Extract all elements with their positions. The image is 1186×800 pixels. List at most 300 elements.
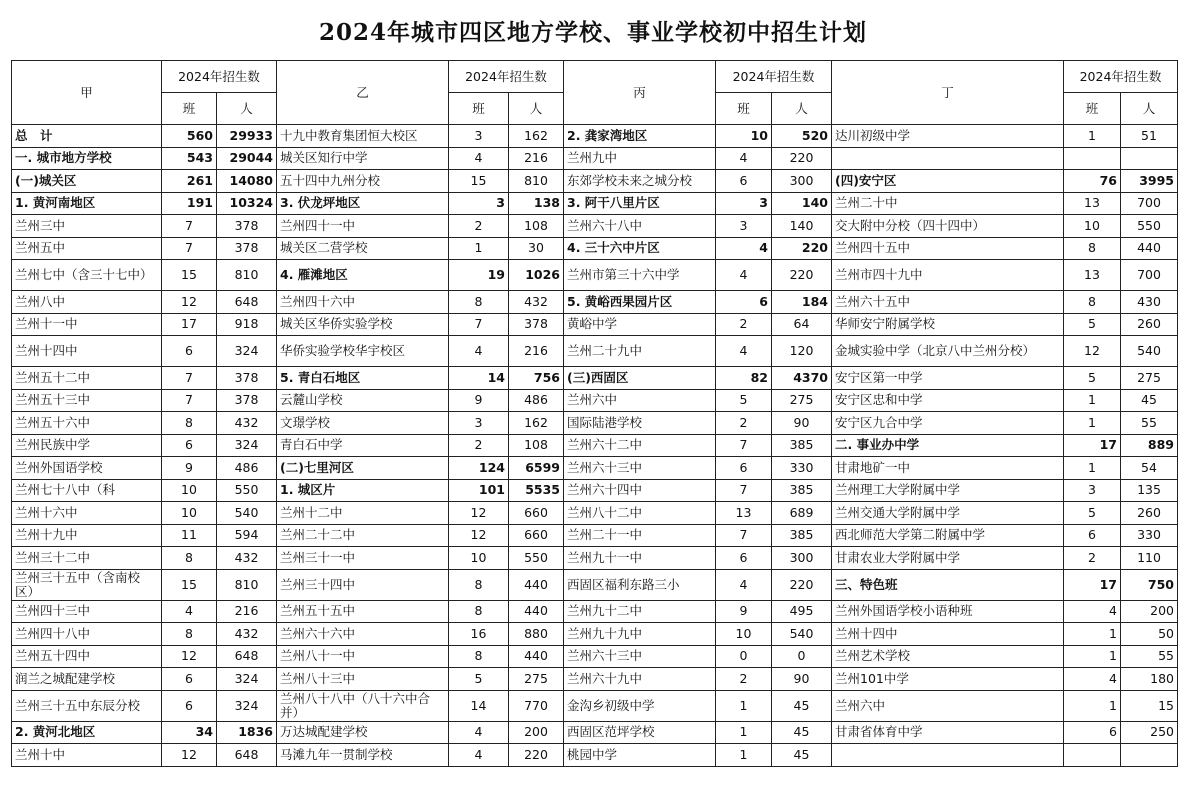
school-name-cell: 万达城配建学校 xyxy=(277,721,449,744)
classes-cell: 13 xyxy=(1064,260,1121,291)
people-cell: 108 xyxy=(509,215,564,238)
people-cell: 889 xyxy=(1121,434,1178,457)
school-name-cell: 兰州十四中 xyxy=(12,336,162,367)
school-name-cell: 4. 三十六中片区 xyxy=(564,237,716,260)
people-cell: 700 xyxy=(1121,192,1178,215)
school-name-cell: 兰州九十九中 xyxy=(564,623,716,646)
people-cell: 520 xyxy=(772,125,832,148)
classes-cell: 4 xyxy=(162,600,217,623)
classes-cell: 7 xyxy=(716,434,772,457)
people-cell: 55 xyxy=(1121,645,1178,668)
classes-cell: 10 xyxy=(1064,215,1121,238)
school-name-cell: 兰州五十五中 xyxy=(277,600,449,623)
classes-cell: 1 xyxy=(1064,623,1121,646)
people-cell: 550 xyxy=(1121,215,1178,238)
people-cell xyxy=(1121,744,1178,767)
classes-cell: 8 xyxy=(449,600,509,623)
classes-cell: 1 xyxy=(1064,412,1121,435)
people-cell: 138 xyxy=(509,192,564,215)
school-name-cell: 5. 青白石地区 xyxy=(277,367,449,390)
people-cell: 385 xyxy=(772,434,832,457)
school-name-cell: 甘肃地矿一中 xyxy=(832,457,1064,480)
classes-cell: 8 xyxy=(162,623,217,646)
school-name-cell: 兰州五十二中 xyxy=(12,367,162,390)
classes-cell: 6 xyxy=(162,336,217,367)
people-cell: 430 xyxy=(1121,291,1178,314)
people-cell: 120 xyxy=(772,336,832,367)
classes-cell: 4 xyxy=(716,237,772,260)
people-cell: 1836 xyxy=(217,721,277,744)
people-cell: 385 xyxy=(772,524,832,547)
school-name-cell: 润兰之城配建学校 xyxy=(12,668,162,691)
people-cell: 324 xyxy=(217,336,277,367)
people-cell: 200 xyxy=(509,721,564,744)
classes-header: 班 xyxy=(716,93,772,125)
people-cell: 378 xyxy=(217,367,277,390)
school-name-cell: 甘肃省体育中学 xyxy=(832,721,1064,744)
classes-cell: 2 xyxy=(716,313,772,336)
people-cell: 200 xyxy=(1121,600,1178,623)
school-name-cell: 兰州八十三中 xyxy=(277,668,449,691)
people-cell: 770 xyxy=(509,690,564,721)
table-row xyxy=(12,389,1178,412)
school-name-cell: 兰州四十三中 xyxy=(12,600,162,623)
school-name-cell: 兰州三十四中 xyxy=(277,569,449,600)
classes-cell: 5 xyxy=(716,389,772,412)
classes-cell: 10 xyxy=(162,479,217,502)
classes-cell: 0 xyxy=(716,645,772,668)
classes-cell: 2 xyxy=(716,412,772,435)
table-row xyxy=(12,291,1178,314)
classes-cell: 6 xyxy=(716,457,772,480)
people-cell: 45 xyxy=(772,744,832,767)
classes-cell: 1 xyxy=(1064,125,1121,148)
school-name-cell: 兰州三十二中 xyxy=(12,547,162,570)
school-name-cell: 兰州三十五中东辰分校 xyxy=(12,690,162,721)
school-name-cell: 3. 伏龙坪地区 xyxy=(277,192,449,215)
people-cell: 660 xyxy=(509,524,564,547)
school-name-cell: 兰州六十五中 xyxy=(832,291,1064,314)
school-name-cell: 兰州二十二中 xyxy=(277,524,449,547)
people-cell: 385 xyxy=(772,479,832,502)
classes-cell: 4 xyxy=(716,336,772,367)
group-header-jia: 甲 xyxy=(12,61,162,125)
school-name-cell: 兰州六十八中 xyxy=(564,215,716,238)
table-row xyxy=(12,479,1178,502)
people-cell: 220 xyxy=(772,237,832,260)
classes-cell: 6 xyxy=(1064,721,1121,744)
school-name-cell: (四)安宁区 xyxy=(832,170,1064,193)
classes-cell: 4 xyxy=(449,744,509,767)
classes-cell: 34 xyxy=(162,721,217,744)
classes-header: 班 xyxy=(1064,93,1121,125)
school-name-cell: 安宁区第一中学 xyxy=(832,367,1064,390)
classes-cell: 7 xyxy=(449,313,509,336)
classes-cell: 9 xyxy=(716,600,772,623)
school-name-cell: 兰州八十一中 xyxy=(277,645,449,668)
school-name-cell: 兰州六十九中 xyxy=(564,668,716,691)
school-name-cell: 兰州六十三中 xyxy=(564,645,716,668)
school-name-cell: 三、特色班 xyxy=(832,569,1064,600)
classes-cell: 12 xyxy=(162,744,217,767)
school-name-cell: 兰州二十一中 xyxy=(564,524,716,547)
people-cell: 330 xyxy=(1121,524,1178,547)
school-name-cell: 兰州八十二中 xyxy=(564,502,716,525)
people-header: 人 xyxy=(509,93,564,125)
school-name-cell: 兰州外国语学校 xyxy=(12,457,162,480)
school-name-cell: 兰州四十八中 xyxy=(12,623,162,646)
classes-cell: 4 xyxy=(716,260,772,291)
classes-cell: 7 xyxy=(716,524,772,547)
school-name-cell: 西固区福利东路三小 xyxy=(564,569,716,600)
school-name-cell: 华师安宁附属学校 xyxy=(832,313,1064,336)
classes-cell: 261 xyxy=(162,170,217,193)
school-name-cell: 兰州四十五中 xyxy=(832,237,1064,260)
table-row xyxy=(12,668,1178,691)
people-cell: 550 xyxy=(217,479,277,502)
people-cell: 220 xyxy=(772,260,832,291)
table-row xyxy=(12,336,1178,367)
school-name-cell: 黄峪中学 xyxy=(564,313,716,336)
school-name-cell: 文璟学校 xyxy=(277,412,449,435)
classes-cell: 4 xyxy=(449,721,509,744)
table-row xyxy=(12,502,1178,525)
school-name-cell: 东郊学校未来之城分校 xyxy=(564,170,716,193)
school-name-cell: 兰州二十中 xyxy=(832,192,1064,215)
classes-cell: 82 xyxy=(716,367,772,390)
table-row xyxy=(12,237,1178,260)
people-header: 人 xyxy=(217,93,277,125)
classes-cell: 5 xyxy=(449,668,509,691)
school-name-cell: 兰州市第三十六中学 xyxy=(564,260,716,291)
classes-cell: 19 xyxy=(449,260,509,291)
classes-cell: 6 xyxy=(1064,524,1121,547)
classes-cell: 7 xyxy=(162,389,217,412)
school-name-cell: 1. 黄河南地区 xyxy=(12,192,162,215)
table-body xyxy=(12,125,1178,767)
school-name-cell: 一. 城市地方学校 xyxy=(12,147,162,170)
school-name-cell: 兰州四十一中 xyxy=(277,215,449,238)
people-cell: 108 xyxy=(509,434,564,457)
classes-cell: 17 xyxy=(1064,569,1121,600)
school-name-cell: 兰州十六中 xyxy=(12,502,162,525)
school-name-cell: 云麓山学校 xyxy=(277,389,449,412)
people-cell: 260 xyxy=(1121,502,1178,525)
school-name-cell: 兰州七中（含三十七中） xyxy=(12,260,162,291)
classes-cell: 3 xyxy=(716,192,772,215)
school-name-cell: 兰州九十二中 xyxy=(564,600,716,623)
table-row xyxy=(12,192,1178,215)
school-name-cell: 5. 黄峪西果园片区 xyxy=(564,291,716,314)
people-cell: 51 xyxy=(1121,125,1178,148)
classes-cell: 14 xyxy=(449,690,509,721)
classes-cell: 2 xyxy=(1064,547,1121,570)
people-cell: 180 xyxy=(1121,668,1178,691)
classes-cell: 560 xyxy=(162,125,217,148)
people-cell: 440 xyxy=(1121,237,1178,260)
classes-cell: 5 xyxy=(1064,502,1121,525)
classes-cell: 12 xyxy=(162,645,217,668)
people-cell: 15 xyxy=(1121,690,1178,721)
school-name-cell: 兰州五十六中 xyxy=(12,412,162,435)
school-name-cell: 兰州六十二中 xyxy=(564,434,716,457)
school-name-cell: 西固区范坪学校 xyxy=(564,721,716,744)
school-name-cell: (三)西固区 xyxy=(564,367,716,390)
classes-cell: 2 xyxy=(716,668,772,691)
classes-cell: 4 xyxy=(716,569,772,600)
people-cell: 750 xyxy=(1121,569,1178,600)
table-row xyxy=(12,215,1178,238)
school-name-cell: 兰州六十三中 xyxy=(564,457,716,480)
people-cell: 220 xyxy=(509,744,564,767)
school-name-cell: 兰州五十四中 xyxy=(12,645,162,668)
people-cell: 594 xyxy=(217,524,277,547)
classes-cell: 124 xyxy=(449,457,509,480)
people-cell: 540 xyxy=(1121,336,1178,367)
classes-cell: 13 xyxy=(716,502,772,525)
classes-cell: 1 xyxy=(1064,690,1121,721)
school-name-cell: 交大附中分校（四十四中） xyxy=(832,215,1064,238)
school-name-cell: 达川初级中学 xyxy=(832,125,1064,148)
table-row xyxy=(12,125,1178,148)
people-cell: 440 xyxy=(509,600,564,623)
table-row xyxy=(12,690,1178,721)
classes-cell: 12 xyxy=(449,502,509,525)
classes-cell: 15 xyxy=(162,260,217,291)
classes-cell xyxy=(1064,147,1121,170)
school-name-cell: 兰州理工大学附属中学 xyxy=(832,479,1064,502)
school-name-cell: 兰州外国语学校小语种班 xyxy=(832,600,1064,623)
people-cell: 495 xyxy=(772,600,832,623)
school-name-cell: 兰州九中 xyxy=(564,147,716,170)
people-cell: 324 xyxy=(217,668,277,691)
people-cell: 64 xyxy=(772,313,832,336)
classes-cell: 12 xyxy=(449,524,509,547)
classes-cell: 6 xyxy=(716,170,772,193)
classes-header: 班 xyxy=(162,93,217,125)
table-row xyxy=(12,547,1178,570)
classes-cell: 191 xyxy=(162,192,217,215)
classes-cell: 543 xyxy=(162,147,217,170)
school-name-cell: 3. 阿干八里片区 xyxy=(564,192,716,215)
people-cell: 10324 xyxy=(217,192,277,215)
plan-header: 2024年招生数 xyxy=(716,61,832,93)
classes-cell: 4 xyxy=(716,147,772,170)
people-cell: 55 xyxy=(1121,412,1178,435)
classes-cell: 8 xyxy=(449,569,509,600)
people-cell: 486 xyxy=(217,457,277,480)
people-cell: 378 xyxy=(217,237,277,260)
people-cell: 648 xyxy=(217,291,277,314)
school-name-cell: 十九中教育集团恒大校区 xyxy=(277,125,449,148)
classes-cell: 1 xyxy=(716,721,772,744)
people-cell: 810 xyxy=(509,170,564,193)
people-cell: 660 xyxy=(509,502,564,525)
classes-cell: 3 xyxy=(449,412,509,435)
group-header-bing: 丙 xyxy=(564,61,716,125)
classes-cell: 6 xyxy=(162,434,217,457)
people-cell: 378 xyxy=(509,313,564,336)
table-row xyxy=(12,569,1178,600)
people-cell: 110 xyxy=(1121,547,1178,570)
people-cell: 540 xyxy=(772,623,832,646)
table-row xyxy=(12,744,1178,767)
people-cell: 648 xyxy=(217,744,277,767)
school-name-cell: 兰州七十八中（科 xyxy=(12,479,162,502)
table-row xyxy=(12,313,1178,336)
classes-cell: 13 xyxy=(1064,192,1121,215)
classes-cell xyxy=(1064,744,1121,767)
school-name-cell xyxy=(832,147,1064,170)
classes-cell: 3 xyxy=(449,192,509,215)
classes-cell: 5 xyxy=(1064,367,1121,390)
classes-cell: 17 xyxy=(162,313,217,336)
classes-cell: 9 xyxy=(449,389,509,412)
classes-cell: 10 xyxy=(449,547,509,570)
people-cell: 45 xyxy=(772,721,832,744)
school-name-cell: 二. 事业办中学 xyxy=(832,434,1064,457)
people-cell: 3995 xyxy=(1121,170,1178,193)
school-name-cell: 马滩九年一贯制学校 xyxy=(277,744,449,767)
classes-cell: 8 xyxy=(1064,237,1121,260)
school-name-cell: (二)七里河区 xyxy=(277,457,449,480)
people-cell: 700 xyxy=(1121,260,1178,291)
people-cell: 14080 xyxy=(217,170,277,193)
people-cell: 6599 xyxy=(509,457,564,480)
classes-cell: 6 xyxy=(716,547,772,570)
people-cell: 140 xyxy=(772,192,832,215)
school-name-cell: 4. 雁滩地区 xyxy=(277,260,449,291)
classes-cell: 7 xyxy=(162,367,217,390)
people-cell: 0 xyxy=(772,645,832,668)
people-cell: 540 xyxy=(217,502,277,525)
school-name-cell: 桃园中学 xyxy=(564,744,716,767)
school-name-cell: 金城实验中学（北京八中兰州分校） xyxy=(832,336,1064,367)
school-name-cell: 兰州101中学 xyxy=(832,668,1064,691)
people-cell: 5535 xyxy=(509,479,564,502)
classes-cell: 2 xyxy=(449,215,509,238)
school-name-cell: 金沟乡初级中学 xyxy=(564,690,716,721)
classes-cell: 11 xyxy=(162,524,217,547)
people-cell: 324 xyxy=(217,690,277,721)
classes-cell: 10 xyxy=(162,502,217,525)
classes-cell: 9 xyxy=(162,457,217,480)
people-cell: 1026 xyxy=(509,260,564,291)
classes-cell: 10 xyxy=(716,623,772,646)
school-name-cell: 兰州六十四中 xyxy=(564,479,716,502)
people-cell: 689 xyxy=(772,502,832,525)
table-row xyxy=(12,457,1178,480)
plan-header: 2024年招生数 xyxy=(162,61,277,93)
people-cell xyxy=(1121,147,1178,170)
people-cell: 220 xyxy=(772,569,832,600)
people-cell: 550 xyxy=(509,547,564,570)
school-name-cell: 兰州八中 xyxy=(12,291,162,314)
people-cell: 45 xyxy=(772,690,832,721)
classes-cell: 4 xyxy=(449,336,509,367)
people-cell: 29044 xyxy=(217,147,277,170)
people-cell: 216 xyxy=(509,336,564,367)
people-header: 人 xyxy=(1121,93,1178,125)
school-name-cell: 兰州十二中 xyxy=(277,502,449,525)
school-name-cell: 兰州十四中 xyxy=(832,623,1064,646)
enrollment-plan-table xyxy=(11,60,1178,767)
classes-cell: 7 xyxy=(716,479,772,502)
people-cell: 756 xyxy=(509,367,564,390)
table-row xyxy=(12,721,1178,744)
people-cell: 810 xyxy=(217,260,277,291)
classes-cell: 8 xyxy=(1064,291,1121,314)
classes-cell: 76 xyxy=(1064,170,1121,193)
people-cell: 810 xyxy=(217,569,277,600)
table-row xyxy=(12,434,1178,457)
classes-cell: 101 xyxy=(449,479,509,502)
classes-cell: 14 xyxy=(449,367,509,390)
people-cell: 432 xyxy=(509,291,564,314)
plan-header: 2024年招生数 xyxy=(1064,61,1178,93)
classes-cell: 12 xyxy=(1064,336,1121,367)
school-name-cell: 2. 黄河北地区 xyxy=(12,721,162,744)
classes-cell: 1 xyxy=(716,744,772,767)
classes-cell: 1 xyxy=(1064,645,1121,668)
classes-cell: 4 xyxy=(1064,668,1121,691)
classes-cell: 4 xyxy=(449,147,509,170)
classes-cell: 5 xyxy=(1064,313,1121,336)
table-row xyxy=(12,170,1178,193)
classes-cell: 3 xyxy=(1064,479,1121,502)
people-cell: 216 xyxy=(509,147,564,170)
table-row xyxy=(12,524,1178,547)
people-cell: 648 xyxy=(217,645,277,668)
classes-cell: 1 xyxy=(716,690,772,721)
school-name-cell: 总 计 xyxy=(12,125,162,148)
school-name-cell: 兰州六中 xyxy=(832,690,1064,721)
classes-cell: 7 xyxy=(162,237,217,260)
school-name-cell: 兰州五十三中 xyxy=(12,389,162,412)
people-header: 人 xyxy=(772,93,832,125)
school-name-cell: (一)城关区 xyxy=(12,170,162,193)
school-name-cell: 城关区华侨实验学校 xyxy=(277,313,449,336)
people-cell: 54 xyxy=(1121,457,1178,480)
school-name-cell: 安宁区忠和中学 xyxy=(832,389,1064,412)
classes-cell: 15 xyxy=(449,170,509,193)
classes-cell: 17 xyxy=(1064,434,1121,457)
classes-cell: 1 xyxy=(1064,389,1121,412)
group-header-yi: 乙 xyxy=(277,61,449,125)
people-cell: 275 xyxy=(509,668,564,691)
school-name-cell: 城关区知行中学 xyxy=(277,147,449,170)
school-name-cell: 兰州市四十九中 xyxy=(832,260,1064,291)
page-title: 2024年城市四区地方学校、事业学校初中招生计划 xyxy=(318,19,867,46)
people-cell: 30 xyxy=(509,237,564,260)
people-cell: 162 xyxy=(509,125,564,148)
people-cell: 184 xyxy=(772,291,832,314)
school-name-cell: 兰州十一中 xyxy=(12,313,162,336)
people-cell: 378 xyxy=(217,389,277,412)
people-cell: 45 xyxy=(1121,389,1178,412)
people-cell: 440 xyxy=(509,569,564,600)
classes-cell: 6 xyxy=(162,690,217,721)
school-name-cell: 西北师范大学第二附属中学 xyxy=(832,524,1064,547)
school-name-cell: 安宁区九合中学 xyxy=(832,412,1064,435)
school-name-cell: 2. 龚家湾地区 xyxy=(564,125,716,148)
school-name-cell: 兰州艺术学校 xyxy=(832,645,1064,668)
school-name-cell: 兰州九十一中 xyxy=(564,547,716,570)
classes-cell: 8 xyxy=(162,412,217,435)
plan-header: 2024年招生数 xyxy=(449,61,564,93)
school-name-cell: 兰州十九中 xyxy=(12,524,162,547)
school-name-cell: 兰州八十八中（八十六中合并） xyxy=(277,690,449,721)
